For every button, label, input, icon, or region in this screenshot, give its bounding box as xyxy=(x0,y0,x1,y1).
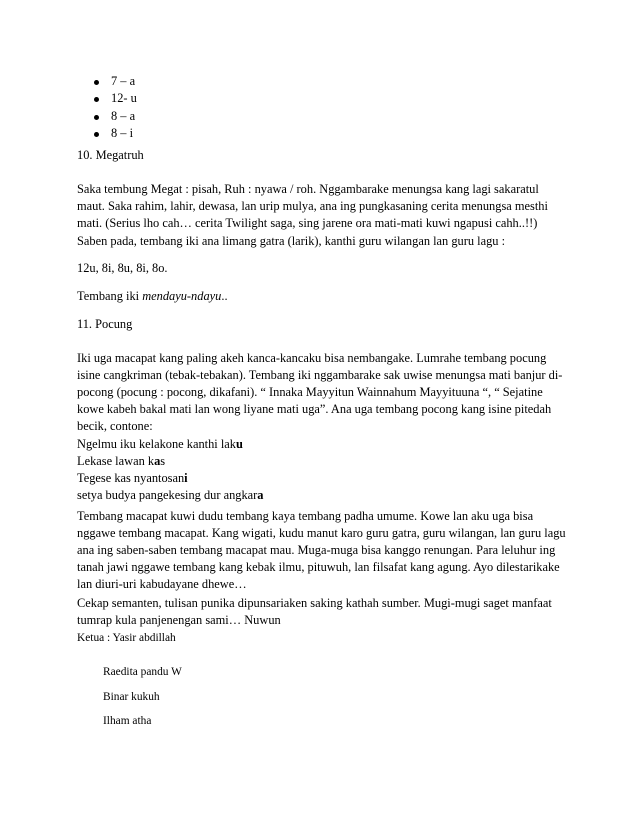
credits-member: Raedita pandu W xyxy=(103,666,182,678)
credits-leader: Ketua : Yasir abdillah xyxy=(77,632,176,644)
verse-line xyxy=(77,470,567,487)
megatruh-paragraph-2: Saben pada, tembang iki ana limang gatra (larik), kanthi guru wilangan lan guru lagu : xyxy=(77,234,506,248)
credits-member: Binar kukuh xyxy=(103,691,160,703)
list-item: 7 – a xyxy=(94,73,137,90)
text-span: .. xyxy=(221,289,228,303)
verse-bold-vowel: a xyxy=(257,488,264,502)
verse-text: Lekase lawan k xyxy=(77,454,155,468)
verse-bold-vowel: i xyxy=(184,471,188,485)
verse-bold-vowel: u xyxy=(235,437,243,451)
list-item: 8 – i xyxy=(94,125,137,142)
italic-text: mendayu-ndayu xyxy=(142,289,222,303)
verse-line xyxy=(77,436,567,453)
verse-line xyxy=(77,487,567,504)
section-heading-pocung: 11. Pocung xyxy=(77,317,133,331)
verse-line xyxy=(77,453,567,470)
pocung-verse xyxy=(77,436,567,504)
pocung-paragraph-1: Iki uga macapat kang paling akeh kanca-kancaku bisa nembangake. Lumrahe tembang pocung isine cangkriman (tebak-tebakan). Tembang iki nggambarake sak uwise menungsa mati banjur di-pocong (pocung : pocong, dikafani). “ Innaka Mayyitun Wainnahum Mayyituuna “, “ Sejatine kowe kabeh bakal mati lan wong liyane mati uga”. Ana uga tembang pocong kang isine pitedah becik, contone: xyxy=(77,351,563,433)
verse-text: Tegese kas nyantosan xyxy=(77,471,185,485)
list-item: 12- u xyxy=(94,90,137,107)
list-item: 8 – a xyxy=(94,108,137,125)
megatruh-paragraph-4 xyxy=(77,288,567,305)
megatruh-paragraph-1: Saka tembung Megat : pisah, Ruh : nyawa / roh. Nggambarake menungsa kang lagi sakaratul maut. Saka rahim, lahir, dewasa, lan urip mulya, ana ing pungkasaning cerita menungsa mesthi mati. (Serius lho cah… cerita Twilight saga, sing jarene ora mati-mati kuwi ngapusi cahh..!!) xyxy=(77,182,548,230)
verse-text: setya budya pangekesing dur angkar xyxy=(77,488,258,502)
guru-lagu-list xyxy=(94,73,137,142)
closing-paragraph: Cekap semanten, tulisan punika dipunsariaken saking kathah sumber. Mugi-mugi saget manfaat tumrap kula panjenengan sami… Nuwun xyxy=(77,596,552,627)
verse-bold-vowel: a xyxy=(154,454,161,468)
credits-member: Ilham atha xyxy=(103,715,152,727)
verse-text-after: s xyxy=(160,454,166,468)
pocung-paragraph-2: Tembang macapat kuwi dudu tembang kaya tembang padha umume. Kowe lan aku uga bisa nggawe tembang macapat. Kang wigati, kudu manut karo guru gatra, guru wilangan, lan guru lagu ana ing saben-saben tembang macapat mau. Muga-muga bisa kanggo renungan. Para leluhur ing tanah jawi nggawe tembang kang kebak ilmu, pituwuh, lan filsafat kang agung. Ayo dilestarikake lan diuri-uri kabudayane dhewe… xyxy=(77,509,566,591)
verse-text: Ngelmu iku kelakone kanthi lak xyxy=(77,437,236,451)
section-heading-megatruh: 10. Megatruh xyxy=(77,148,144,162)
text-span: Tembang iki xyxy=(77,289,143,303)
megatruh-guru-wilangan: 12u, 8i, 8u, 8i, 8o. xyxy=(77,261,168,275)
